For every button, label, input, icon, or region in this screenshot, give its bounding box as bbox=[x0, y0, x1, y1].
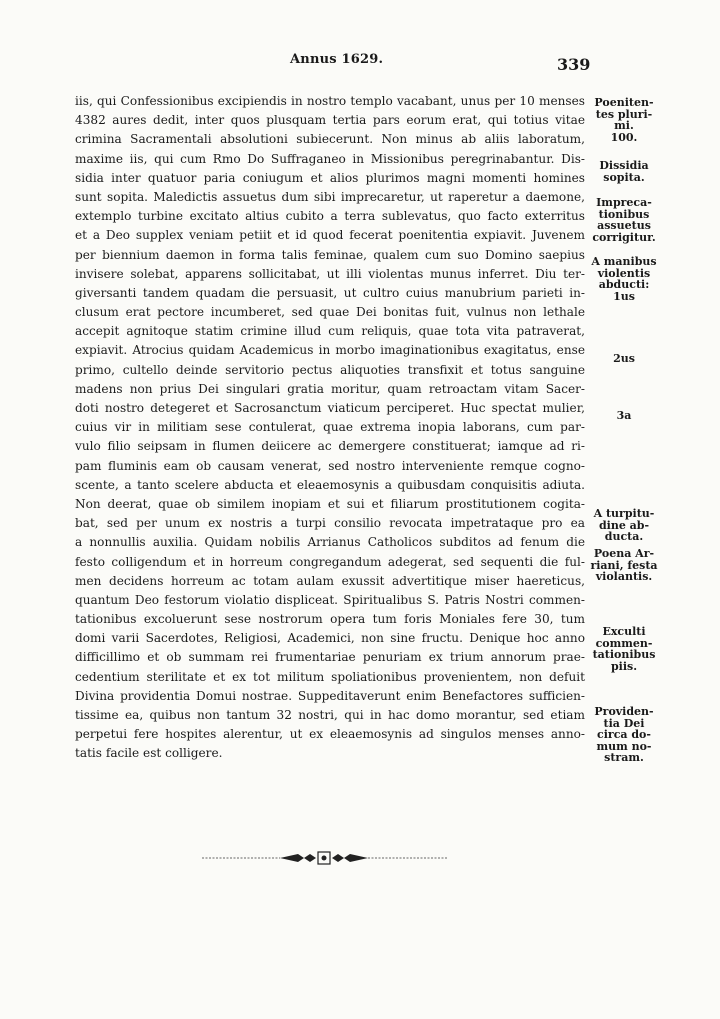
margin-note-line: tes pluri- bbox=[595, 107, 653, 121]
margin-note-exculti bbox=[588, 626, 660, 672]
margin-note-line: A turpitu- bbox=[593, 507, 655, 520]
text-line: madens non prius Dei singulari gratia moritur, quam retroactam vitam Sacer- bbox=[75, 381, 585, 396]
margin-note-line: 2us bbox=[613, 352, 635, 365]
text-line: pam fluminis eam ob causam venerat, sed nostro interveniente remque cogno- bbox=[75, 458, 585, 473]
margin-note-line: violentis bbox=[597, 266, 651, 280]
margin-note-tertia bbox=[588, 410, 660, 422]
text-line: per biennium daemon in forma talis feminae, qualem cum suo Domino saepius bbox=[75, 247, 585, 262]
margin-note-line: Poeniten- bbox=[594, 96, 654, 109]
margin-note-line: commen- bbox=[595, 636, 653, 650]
text-line: scente, a tanto scelere abducta et eleaemosynis a quibusdam conquisitis adiuta. bbox=[75, 477, 585, 492]
text-line: 4382 aures dedit, inter quos plusquam tertia pars eorum erat, qui totius vitae bbox=[75, 113, 585, 128]
margin-note-line: mi. bbox=[614, 119, 634, 132]
text-line: accepit agnitoque statim crimine illud cum reliquis, quae tota vita patraverat, bbox=[75, 324, 585, 339]
margin-note-poenitentes bbox=[588, 97, 660, 143]
text-line: festo colligendum et in horreum congregandum adegerat, sed sequenti die ful- bbox=[75, 554, 585, 569]
margin-note-line: dine ab- bbox=[598, 518, 650, 532]
margin-note-a-turpitudine bbox=[588, 508, 660, 543]
margin-note-line: Dissidia bbox=[599, 159, 649, 172]
margin-note-poena-arriani bbox=[588, 548, 660, 583]
text-line: men decidens horreum ac totam aulam exussit advertitique miser haereticus, bbox=[75, 573, 585, 588]
text-line: maxime iis, qui cum Rmo Do Suffraganeo in Missionibus peregrinabantur. Dis- bbox=[75, 151, 585, 166]
margin-note-imprecationibus bbox=[588, 197, 660, 243]
margin-note-line: corrigitur. bbox=[592, 230, 656, 244]
text-line: perpetui fere hospites alerentur, ut ex eleaemosynis ad singulos menses anno- bbox=[75, 727, 585, 742]
margin-note-line: ducta. bbox=[604, 530, 644, 543]
text-line: a nonnullis auxilia. Quidam nobilis Arrianus Catholicos subditos ad fenum die bbox=[75, 535, 585, 550]
text-line: extemplo turbine excitato altius cubito a terra sublevatus, quo facto exterritus bbox=[75, 209, 585, 224]
margin-note-line: riani, festa bbox=[590, 558, 658, 572]
margin-note-secundus bbox=[588, 353, 660, 365]
margin-note-line: Poena Ar- bbox=[593, 547, 655, 560]
text-line: vulo filio seipsam in flumen deiicere ac demergere constituerat; iamque ad ri- bbox=[75, 439, 585, 454]
text-line: bat, sed per unum ex nostris a turpi consilio revocata impetrataque pro ea bbox=[75, 516, 585, 531]
text-line: cedentium sterilitate et ex tot militum spoliationibus provenientem, non defuit bbox=[75, 669, 585, 684]
margin-note-line: sopita. bbox=[603, 170, 645, 184]
margin-note-line: stram. bbox=[604, 751, 644, 764]
text-line: quantum Deo festorum violatio displiceat. Spiritualibus S. Patris Nostri commen- bbox=[75, 592, 585, 607]
text-line: tissime ea, quibus non tantum 32 nostri, qui in hac domo morantur, sed etiam bbox=[75, 708, 585, 722]
text-line: doti nostro detegeret et Sacrosanctum viaticum perciperet. Huc spectat mulier, bbox=[75, 401, 585, 415]
main-text-block bbox=[75, 92, 585, 764]
text-line: crimina Sacramentali absolutioni subiecerunt. Non minus ab aliis laboratum, bbox=[75, 132, 585, 147]
margin-note-line: 100. bbox=[610, 130, 638, 144]
margin-note-a-manibus bbox=[588, 256, 660, 302]
text-line: difficillimo et ob summam rei frumentariae penuriam ex trium annorum prae- bbox=[75, 650, 585, 665]
margin-note-line: mum no- bbox=[596, 739, 652, 753]
margin-note-line: Impreca- bbox=[596, 196, 652, 209]
ornament-divider-icon bbox=[200, 848, 450, 868]
text-line: sidia inter quatuor paria coniugum et alios plurimos magni momenti homines bbox=[75, 170, 585, 185]
margin-note-line: abducti: bbox=[598, 278, 650, 291]
margin-note-line: Providen- bbox=[594, 705, 654, 718]
text-line: expiavit. Atrocius quidam Academicus in morbo imaginationibus exagitatus, ense bbox=[75, 343, 585, 358]
margin-note-dissidia bbox=[588, 160, 660, 183]
text-line: Non deerat, quae ob similem inopiam et sui et filiarum prostitutionem cogita- bbox=[75, 496, 585, 511]
text-line: et a Deo supplex veniam petiit et id quod fecerat poenitentia expiavit. Juvenem bbox=[75, 228, 585, 243]
margin-note-line: assuetus bbox=[597, 219, 651, 232]
text-line: tatis facile est colligere. bbox=[75, 746, 223, 761]
running-head: Annus 1629. bbox=[290, 52, 384, 67]
text-line: primo, cultello deinde servitorio pectus aliquoties transfixit et totus sanguine bbox=[75, 362, 585, 377]
margin-note-line: tia Dei bbox=[603, 716, 645, 730]
margin-note-line: 1us bbox=[613, 289, 635, 303]
margin-note-line: tionibus bbox=[598, 207, 650, 221]
text-line: sunt sopita. Maledictis assuetus dum sibi imprecaretur, ut raperetur a daemone, bbox=[75, 189, 585, 204]
margin-note-providentia bbox=[588, 706, 660, 764]
text-line: invisere solebat, apparens sollicitabat, ut illi violentas munus inferret. Diu ter- bbox=[75, 266, 585, 281]
text-line: Divina providentia Domui nostrae. Suppeditaverunt enim Benefactores sufficien- bbox=[75, 688, 585, 703]
text-line: clusum erat pectore incumberet, sed quae Dei bonitas fuit, vulnus non lethale bbox=[75, 305, 585, 320]
text-line: cuius vir in militiam sese contulerat, quae extrema inopia laborans, cum par- bbox=[75, 420, 585, 435]
text-line: giversanti tandem quadam die persuasit, ut cultro cuius manubrium parieti in- bbox=[75, 285, 585, 300]
margin-note-line: circa do- bbox=[597, 728, 651, 741]
margin-note-line: Exculti bbox=[602, 625, 646, 638]
margin-note-line: piis. bbox=[610, 659, 638, 673]
margin-note-line: tationibus bbox=[592, 648, 656, 661]
margin-note-line: A manibus bbox=[591, 255, 657, 268]
margin-note-line: 3a bbox=[616, 409, 632, 422]
text-line: iis, qui Confessionibus excipiendis in nostro templo vacabant, unus per 10 menses bbox=[75, 94, 585, 108]
page-number: 339 bbox=[557, 55, 591, 74]
text-line: domi varii Sacerdotes, Religiosi, Academici, non sine fructu. Denique hoc anno bbox=[75, 631, 585, 646]
margin-note-line: violantis. bbox=[595, 570, 653, 583]
text-line: tationibus excoluerunt sese nostrorum opera tum foris Moniales fere 30, tum bbox=[75, 612, 585, 627]
